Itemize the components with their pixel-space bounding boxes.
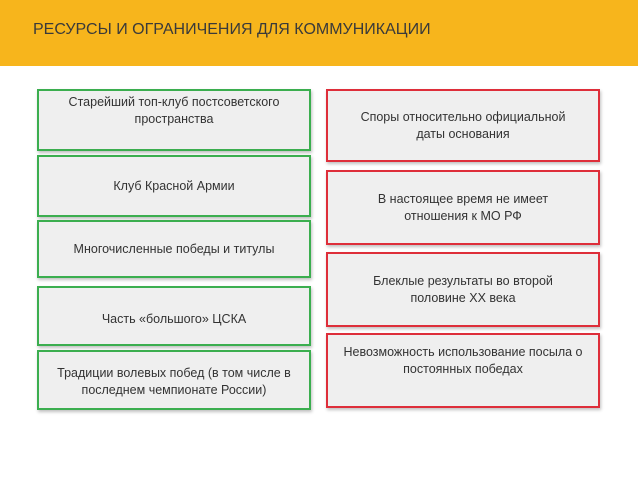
limitation-card-label: В настоящее время не имеет отношения к МО РФ — [377, 191, 549, 223]
resource-card — [37, 89, 311, 151]
resource-card-label: Многочисленные победы и титулы — [73, 241, 275, 256]
resource-card — [37, 155, 311, 217]
limitation-card — [326, 89, 600, 162]
page-title: РЕСУРСЫ И ОГРАНИЧЕНИЯ ДЛЯ КОММУНИКАЦИИ — [33, 21, 431, 38]
resource-card — [37, 286, 311, 346]
resource-card-label: Старейший топ-клуб постсоветского пространства — [68, 95, 280, 126]
limitation-card-label: Невозможность использование посыла о постоянных победах — [343, 344, 583, 376]
header-bar — [0, 0, 638, 66]
resource-card-label: Клуб Красной Армии — [113, 178, 235, 193]
resource-card — [37, 350, 311, 410]
resource-card-label: Традиции волевых побед (в том числе в последнем чемпионате России) — [57, 366, 291, 397]
resource-card-label: Часть «большого» ЦСКА — [101, 311, 247, 326]
limitation-card-label: Споры относительно официальной даты основания — [360, 109, 566, 141]
limitation-card — [326, 170, 600, 245]
limitation-card-label: Блеклые результаты во второй половине XX века — [373, 273, 553, 305]
limitation-card — [326, 252, 600, 327]
resource-card — [37, 220, 311, 278]
limitation-card — [326, 333, 600, 408]
